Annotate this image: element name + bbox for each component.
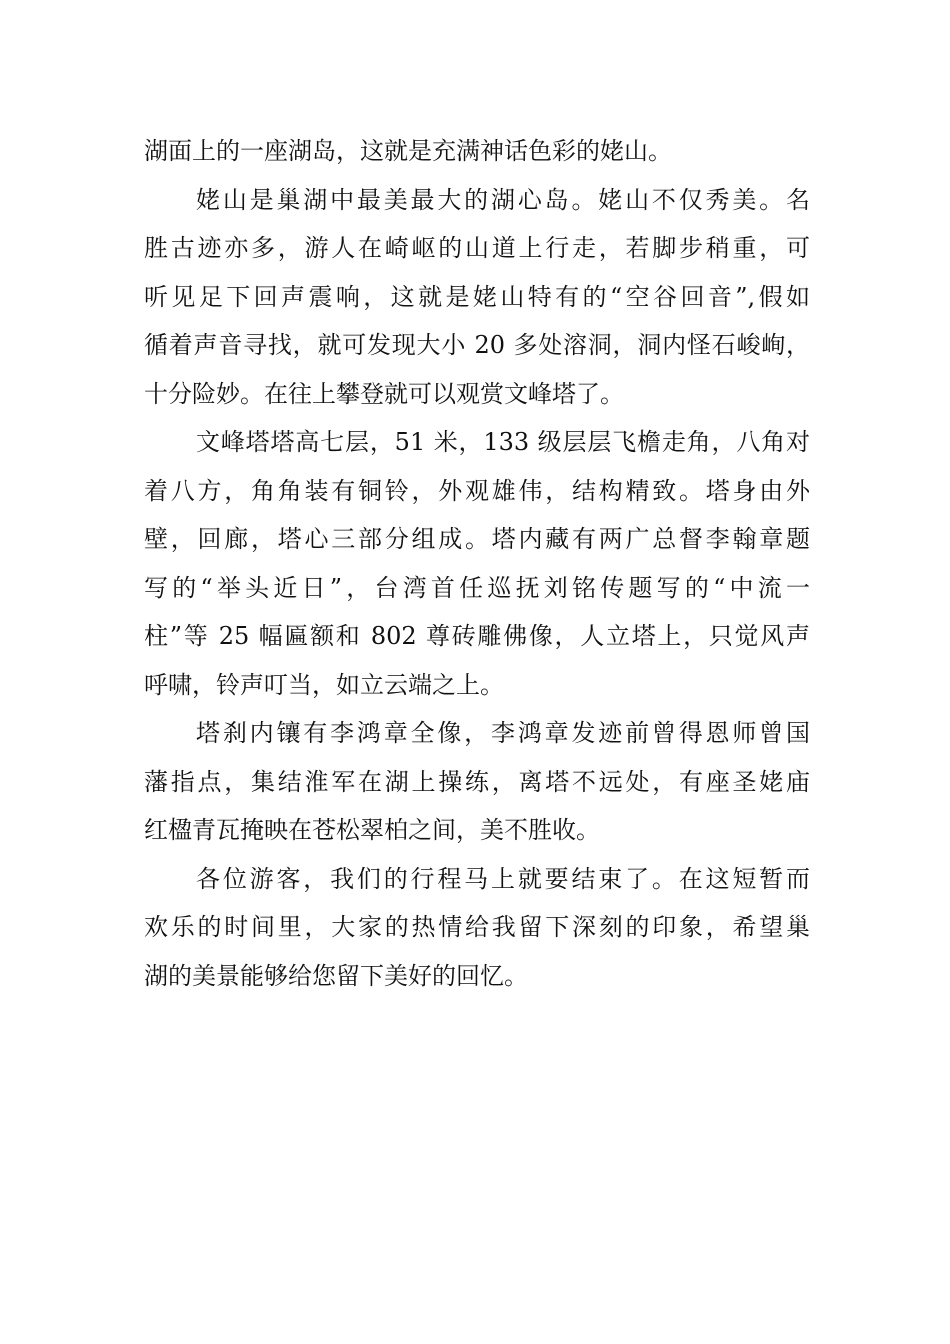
text-line: 柱”等 25 幅匾额和 802 尊砖雕佛像，人立塔上，只觉风声	[144, 622, 810, 650]
text-line: 各位游客，我们的行程马上就要结束了。在这短暂而	[196, 864, 810, 893]
text-line: 胜古迹亦多，游人在崎岖的山道上行走，若脚步稍重，可	[144, 234, 810, 262]
text-line: 壁，回廊，塔心三部分组成。塔内藏有两广总督李翰章题	[144, 525, 810, 553]
text-line: 湖的美景能够给您留下美好的回忆。	[144, 961, 528, 990]
text-line: 写的“举头近日”，台湾首任巡抚刘铭传题写的“中流一	[144, 573, 810, 602]
document-body	[144, 127, 810, 1000]
text-line: 听见足下回声震响，这就是姥山特有的“空谷回音”,假如	[144, 282, 810, 311]
text-line: 欢乐的时间里，大家的热情给我留下深刻的印象，希望巢	[144, 913, 810, 941]
text-line: 湖面上的一座湖岛，这就是充满神话色彩的姥山。	[144, 137, 672, 165]
text-line: 文峰塔塔高七层，51 米，133 级层层飞檐走角，八角对	[196, 428, 810, 456]
text-line: 呼啸，铃声叮当，如立云端之上。	[144, 670, 504, 699]
text-line: 红楹青瓦掩映在苍松翠柏之间，美不胜收。	[144, 816, 600, 844]
text-line: 姥山是巢湖中最美最大的湖心岛。姥山不仅秀美。名	[196, 185, 810, 214]
text-line: 塔刹内镶有李鸿章全像，李鸿章发迹前曾得恩师曾国	[196, 719, 810, 747]
text-line: 着八方，角角装有铜铃，外观雄伟，结构精致。塔身由外	[144, 476, 810, 505]
text-line: 十分险妙。在往上攀登就可以观赏文峰塔了。	[144, 379, 624, 408]
text-line: 循着声音寻找，就可发现大小 20 多处溶洞，洞内怪石峻峋，	[144, 331, 810, 359]
text-line: 藩指点，集结淮军在湖上操练，离塔不远处，有座圣姥庙	[144, 767, 810, 796]
